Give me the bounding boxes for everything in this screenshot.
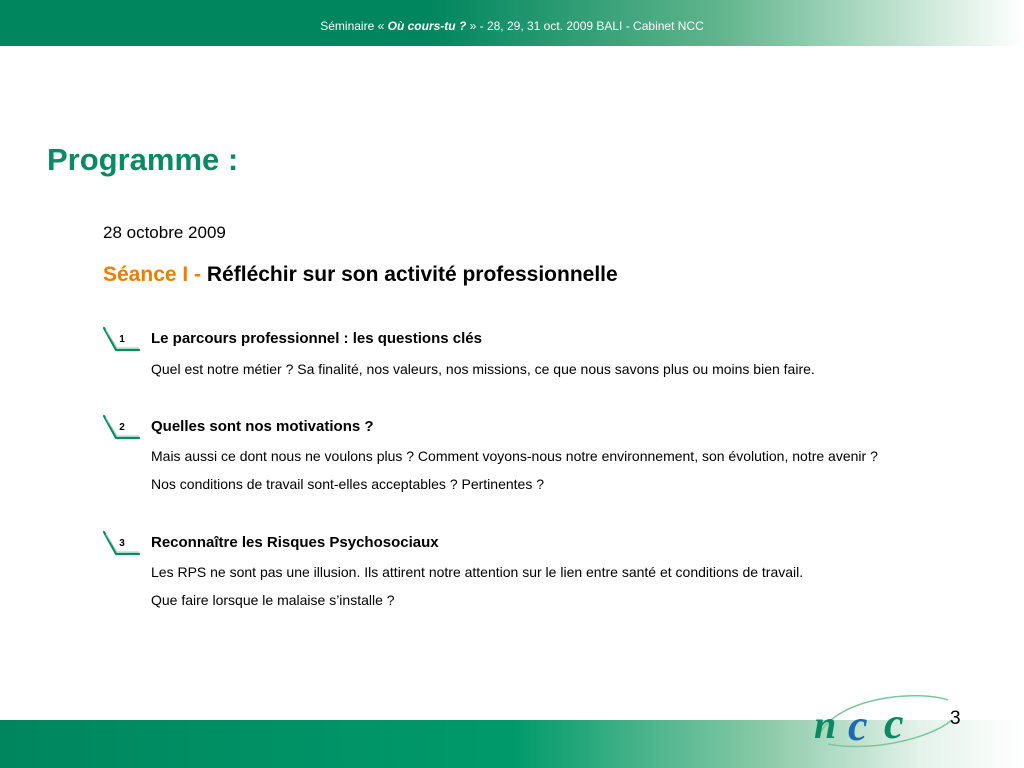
item-line: Mais aussi ce dont nous ne voulons plus ? Comment voyons-nous notre environnement, son évolution, notre avenir ? (151, 448, 878, 464)
item-line: Nos conditions de travail sont-elles acceptables ? Pertinentes ? (151, 476, 544, 492)
item-title: Reconnaître les Risques Psychosociaux (151, 534, 439, 551)
svg-text:n: n (814, 702, 837, 747)
header-text-after: » - 28, 29, 31 oct. 2009 BALI - Cabinet NCC (466, 19, 704, 33)
ncc-logo-icon (808, 690, 958, 750)
badge-number: 3 (119, 538, 125, 549)
item-title: Quelles sont nos motivations ? (151, 418, 374, 435)
session-heading (103, 262, 618, 288)
number-badge-icon (103, 414, 143, 442)
item-line: Les RPS ne sont pas une illusion. Ils attirent notre attention sur le lien entre santé et conditions de travail. (151, 564, 804, 580)
header-text-before: Séminaire « (320, 19, 388, 33)
session-prefix: Séance I - (103, 263, 207, 286)
badge-number: 1 (119, 334, 125, 345)
number-badge-icon (103, 530, 143, 558)
item-line: Quel est notre métier ? Sa finalité, nos valeurs, nos missions, ce que nous savons plus ou moins bien faire. (151, 361, 815, 377)
header-bar (0, 0, 1024, 46)
header-text (0, 19, 1024, 33)
session-title: Réfléchir sur son activité professionnelle (206, 263, 618, 286)
item-line: Que faire lorsque le malaise s’installe ? (151, 592, 395, 608)
page-title: Programme : (47, 142, 239, 177)
item-title: Le parcours professionnel : les questions clés (151, 330, 482, 347)
number-badge-icon (103, 326, 143, 354)
session-date: 28 octobre 2009 (103, 223, 226, 242)
page-number: 3 (950, 708, 961, 729)
header-seminar-name: Où cours-tu ? (387, 19, 467, 33)
svg-text:c: c (884, 699, 904, 748)
badge-number: 2 (119, 422, 125, 433)
svg-text:c: c (848, 701, 868, 750)
